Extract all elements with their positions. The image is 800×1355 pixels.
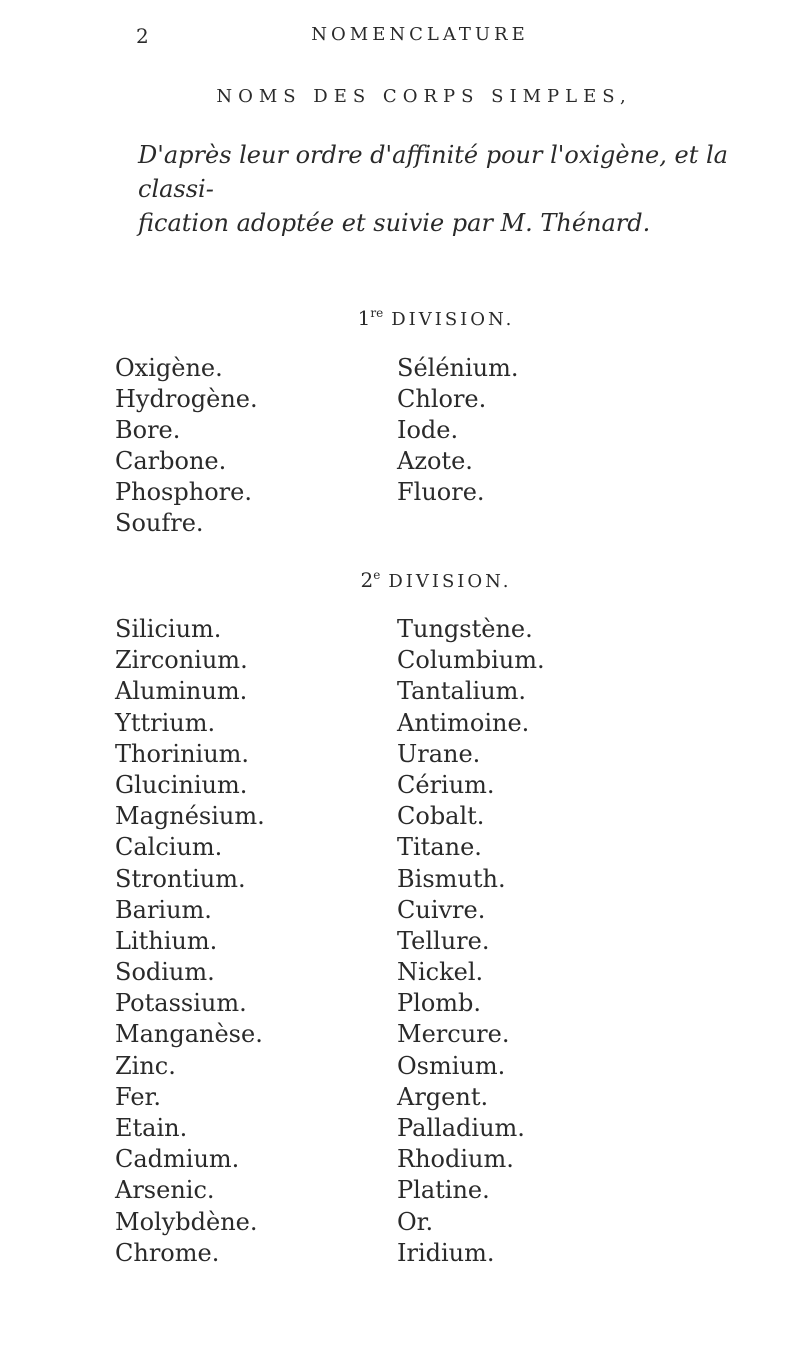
element-name: Strontium. [115, 864, 246, 893]
division-1-ordinal: re [370, 306, 384, 320]
element-name: Iode. [397, 416, 459, 444]
element-name: Lithium. [115, 926, 218, 955]
element-name: Antimoine. [397, 708, 530, 737]
element-name: Tantalium. [397, 677, 527, 706]
element-name: Silicium. [115, 615, 222, 643]
element-name: Platine. [397, 1176, 490, 1205]
element-name: Tellure. [397, 926, 490, 955]
element-name: Nickel. [397, 958, 484, 987]
element-name: Urane. [397, 739, 481, 768]
element-name: Cadmium. [115, 1145, 240, 1174]
page-number: 2 [136, 24, 149, 48]
element-name: Fer. [115, 1082, 162, 1111]
division-2-title [0, 568, 800, 592]
element-name: Cuivre. [397, 895, 486, 924]
element-name: Zirconium. [115, 646, 248, 675]
division-1-left-column [115, 353, 258, 539]
element-name: Argent. [397, 1082, 489, 1111]
element-name: Manganèse. [115, 1020, 263, 1049]
division-2-ordinal: e [373, 568, 381, 582]
element-name: Cobalt. [397, 802, 485, 831]
element-name: Hydrogène. [115, 385, 258, 413]
element-name: Iridium. [397, 1238, 495, 1267]
element-name: Molybdène. [115, 1207, 258, 1236]
division-2-number: 2 [360, 568, 374, 592]
element-name: Or. [397, 1207, 434, 1236]
element-name: Soufre. [115, 509, 204, 537]
element-name: Titane. [397, 833, 482, 862]
element-name: Chlore. [397, 385, 487, 413]
element-name: Etain. [115, 1114, 188, 1142]
division-2-right-column [397, 614, 545, 1269]
element-name: Fluore. [397, 478, 485, 506]
element-name: Bore. [115, 416, 181, 444]
division-1-right-column [397, 353, 519, 508]
element-name: Arsenic. [115, 1176, 215, 1205]
element-name: Phosphore. [115, 478, 252, 506]
element-name: Oxigène. [115, 354, 223, 382]
element-name: Sélénium. [397, 354, 519, 382]
element-name: Plomb. [397, 989, 482, 1018]
division-2-label: DIVISION. [388, 571, 512, 592]
running-header: NOMENCLATURE [311, 24, 529, 45]
intro-paragraph [138, 138, 778, 240]
section-subtitle: NOMS DES CORPS SIMPLES, [216, 86, 632, 107]
element-name: Aluminum. [115, 677, 248, 706]
division-1-number: 1 [357, 306, 371, 330]
division-1-title [0, 306, 800, 330]
element-name: Chrome. [115, 1238, 220, 1267]
element-name: Carbone. [115, 447, 227, 475]
element-name: Osmium. [397, 1051, 506, 1080]
intro-line-1: D'après leur ordre d'affinité pour l'oxigène, et la classi- [138, 141, 728, 203]
element-name: Potassium. [115, 989, 247, 1018]
element-name: Magnésium. [115, 802, 265, 831]
element-name: Columbium. [397, 646, 545, 675]
element-name: Thorinium. [115, 739, 250, 768]
division-2-left-column [115, 614, 265, 1269]
element-name: Azote. [397, 447, 473, 475]
element-name: Sodium. [115, 958, 215, 987]
element-name: Mercure. [397, 1020, 510, 1049]
element-name: Cérium. [397, 770, 495, 799]
element-name: Bismuth. [397, 864, 506, 893]
element-name: Zinc. [115, 1051, 176, 1080]
element-name: Glucinium. [115, 770, 248, 799]
element-name: Palladium. [397, 1114, 525, 1142]
division-1-label: DIVISION. [391, 309, 515, 330]
element-name: Barium. [115, 895, 212, 924]
intro-line-2: fication adoptée et suivie par M. Thénard. [138, 209, 651, 237]
element-name: Yttrium. [115, 708, 216, 737]
element-name: Calcium. [115, 833, 223, 862]
element-name: Rhodium. [397, 1145, 514, 1174]
element-name: Tungstène. [397, 615, 533, 643]
